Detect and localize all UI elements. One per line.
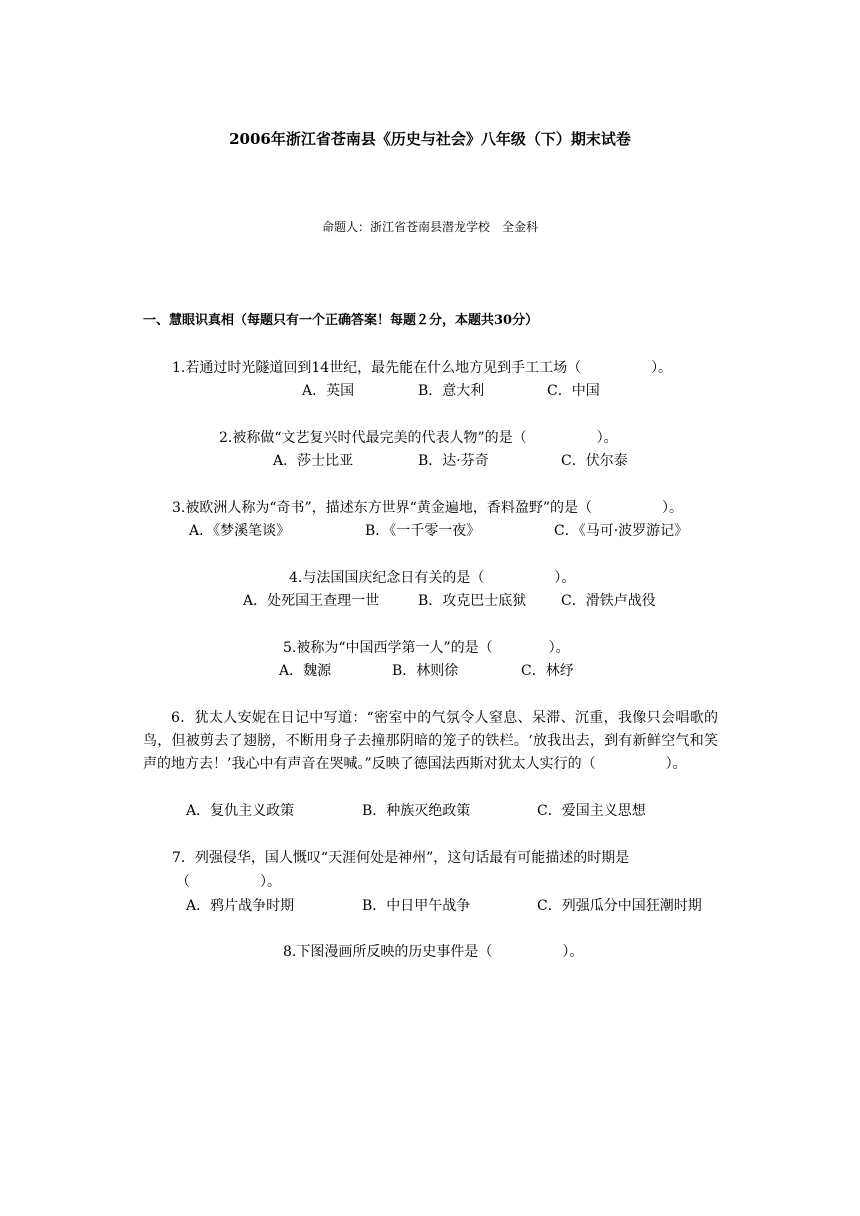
option-a: A．英国 [302,383,355,399]
option-a: A．复仇主义政策 [186,803,295,819]
option-a: A．莎士比亚 [273,453,354,469]
question-2-stem: 2.被称做“文艺复兴时代最完美的代表人物”的是（ ）。 [219,430,618,446]
option-b: B．种族灭绝政策 [362,803,471,819]
question-6-stem: 6．犹太人安妮在日记中写道：“密室中的气氛令人窒息、呆滞、沉重，我像只会唱歌的鸟，但被剪去了翅膀，不断用身子去撞那阴暗的笼子的铁栏。‘放我出去，到有新鲜空气和笑声的地方去！’我心中有声音在哭喊。”反映了德国法西斯对犹太人实行的（ ）。 [143,710,718,772]
option-a: A．魏源 [279,663,332,679]
option-c: C．中国 [547,383,600,399]
option-b: B．中日甲午战争 [362,898,471,914]
option-c: C．林纾 [521,663,574,679]
question-3-stem: 3.被欧洲人称为“奇书”，描述东方世界“黄金遍地，香料盈野”的是（ ）。 [172,500,683,516]
option-c: C．《马可·波罗游记》 [554,523,689,539]
option-b: B．意大利 [418,383,485,399]
option-b: B．林则徐 [392,663,459,679]
question-4-stem: 4.与法国国庆纪念日有关的是（ ）。 [289,570,576,586]
question-7-stem: 7．列强侵华，国人慨叹“天涯何处是神州”，这句话最有可能描述的时期是 [172,850,630,866]
option-a: A．处死国王查理一世 [243,593,380,609]
option-c: C．爱国主义思想 [537,803,646,819]
question-7-blank: （ ）。 [176,874,281,890]
question-5-stem: 5.被称为“中国西学第一人”的是（ ）。 [283,640,570,656]
question-1-stem: 1.若通过时光隧道回到14世纪，最先能在什么地方见到手工工场（ ）。 [172,360,673,376]
page-title: 2006年浙江省苍南县《历史与社会》八年级（下）期末试卷 [229,130,631,148]
option-b: B．攻克巴士底狱 [418,593,527,609]
section-heading: 一、慧眼识真相（每题只有一个正确答案！每题２分，本题共30分） [143,313,539,328]
author-line: 命题人：浙江省苍南县潜龙学校 全金科 [321,220,538,234]
option-b: B．达·芬奇 [418,453,489,469]
option-a: A．《梦溪笔谈》 [189,523,291,539]
option-c: C．列强瓜分中国狂潮时期 [537,898,702,914]
option-c: C．滑铁卢战役 [561,593,656,609]
option-b: B．《一千零一夜》 [365,523,481,539]
option-a: A．鸦片战争时期 [186,898,295,914]
question-8-stem: 8.下图漫画所反映的历史事件是（ ）。 [283,944,584,960]
option-c: C．伏尔泰 [561,453,628,469]
